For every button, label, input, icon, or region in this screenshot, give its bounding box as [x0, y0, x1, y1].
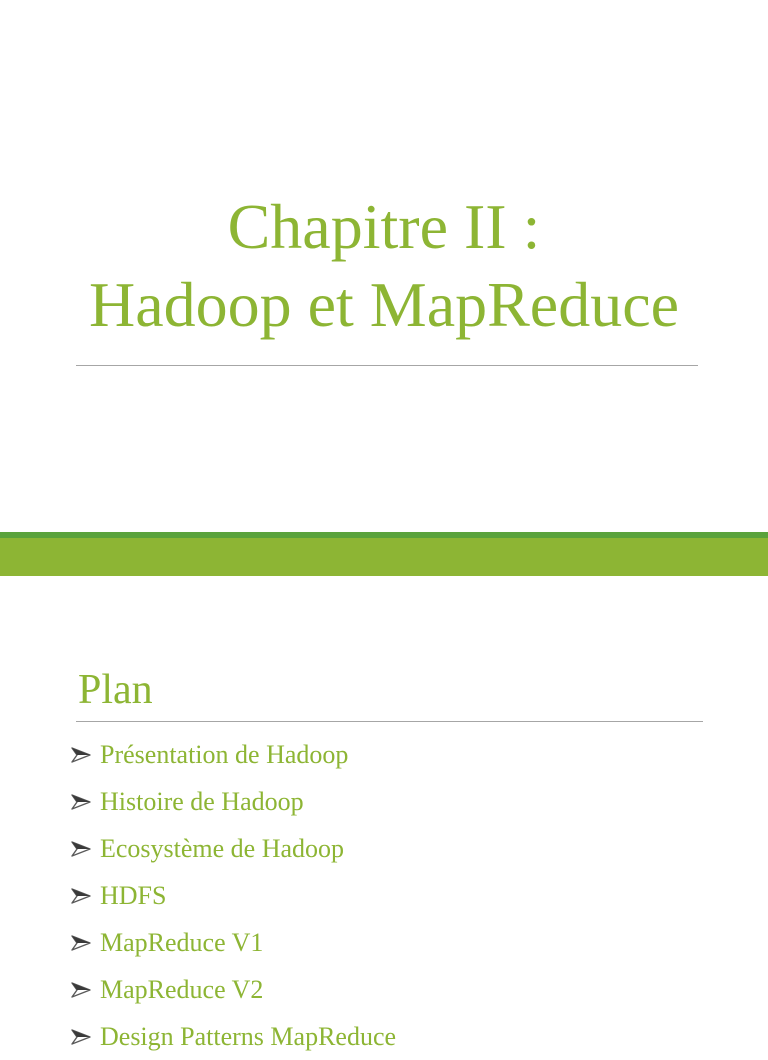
plan-item: [70, 825, 396, 872]
arrow-bullet-icon: [70, 981, 92, 999]
plan-item-label: Ecosystème de Hadoop: [100, 833, 345, 863]
plan-item: [70, 778, 396, 825]
plan-item-label: HDFS: [100, 880, 167, 910]
plan-item: [70, 966, 396, 1013]
slide-title-line-2: Hadoop et MapReduce: [88, 269, 680, 340]
plan-item-label: MapReduce V2: [100, 974, 264, 1004]
slide-separator-band: [0, 538, 768, 576]
arrow-bullet-icon: [70, 746, 92, 764]
plan-slide: [0, 576, 768, 1051]
arrow-bullet-icon: [70, 793, 92, 811]
plan-title: Plan: [78, 667, 153, 713]
arrow-bullet-icon: [70, 840, 92, 858]
plan-item-label: Design Patterns MapReduce: [100, 1021, 397, 1051]
arrow-bullet-icon: [70, 934, 92, 952]
plan-item: [70, 919, 396, 966]
plan-item: [70, 731, 396, 778]
plan-item: [70, 872, 396, 919]
plan-list: [70, 731, 396, 1060]
slide-title-line-1: Chapitre II :: [227, 191, 541, 262]
arrow-bullet-icon: [70, 1028, 92, 1046]
plan-item-label: Présentation de Hadoop: [100, 739, 349, 769]
plan-item-label: Histoire de Hadoop: [100, 786, 304, 816]
plan-divider: [76, 721, 703, 722]
plan-item: [70, 1013, 396, 1060]
arrow-bullet-icon: [70, 887, 92, 905]
title-divider: [76, 365, 698, 366]
slide-title: [0, 188, 768, 344]
plan-item-label: MapReduce V1: [100, 927, 264, 957]
